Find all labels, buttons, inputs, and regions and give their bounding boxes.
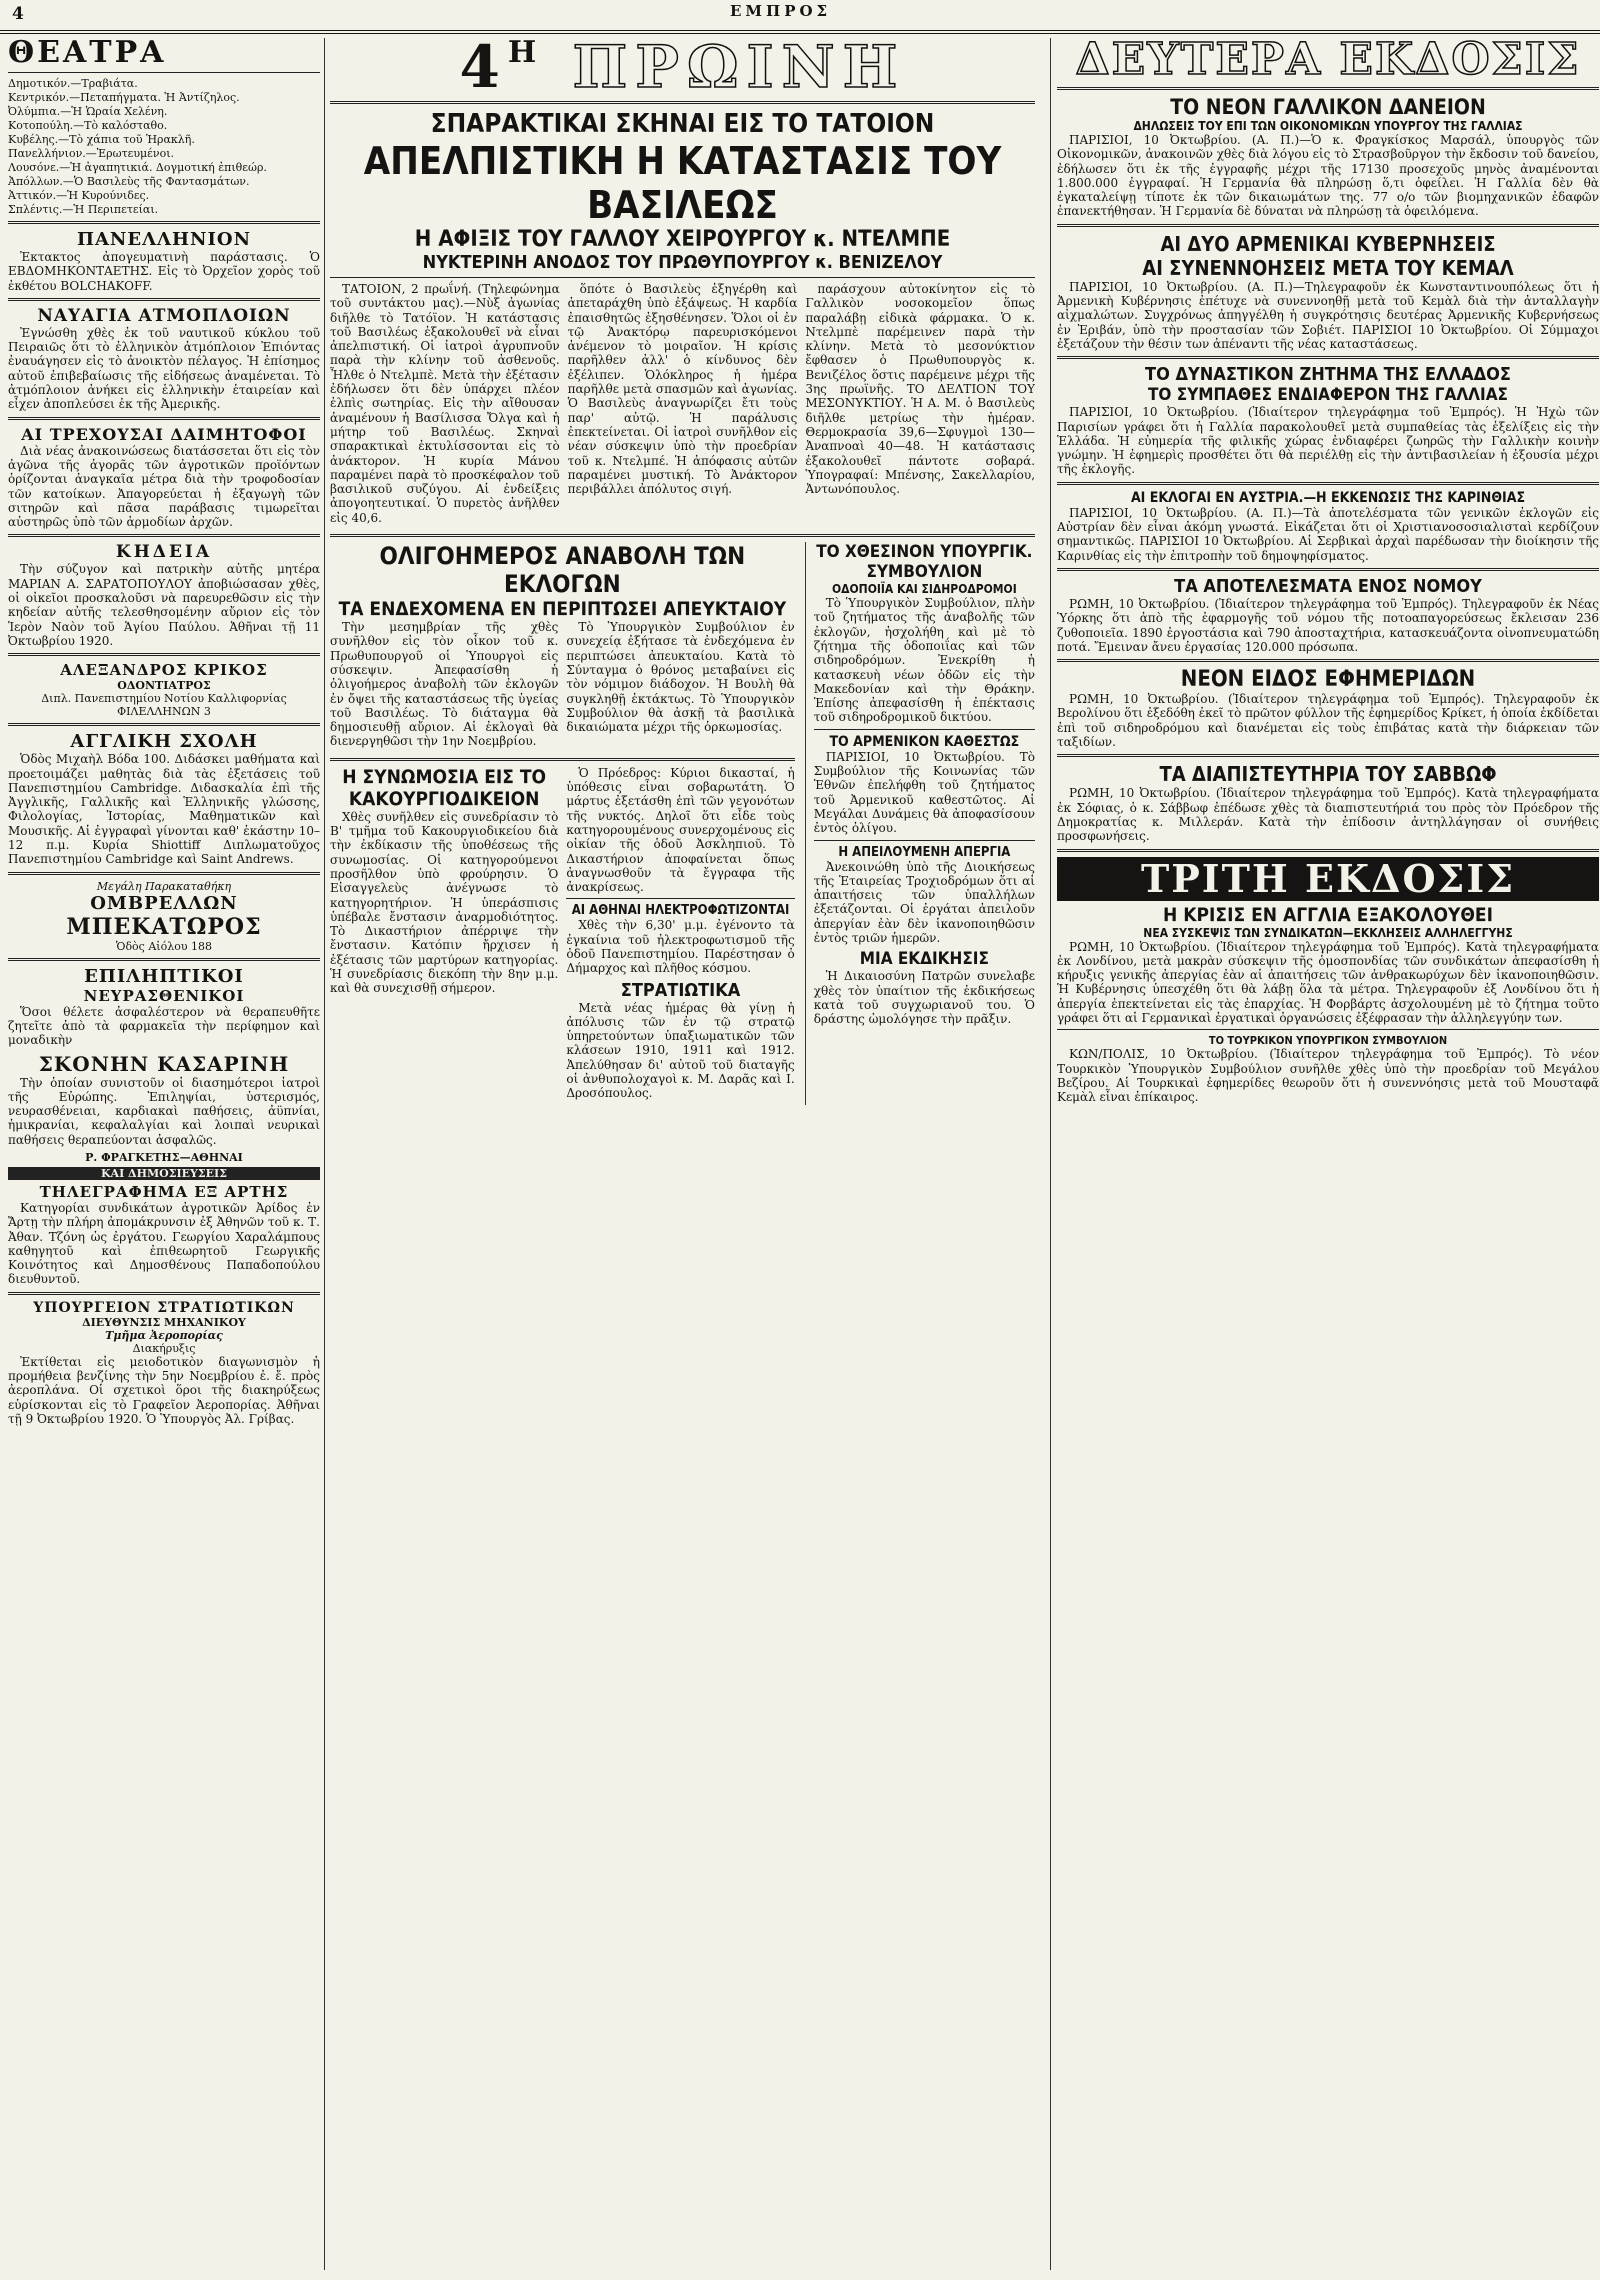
ministry-title: ΥΠΟΥΡΓΕΙΟΝ ΣΤΡΑΤΙΩΤΙΚΩΝ (33, 1299, 295, 1316)
elections-col-1: Τὴν μεσημβρίαν τῆς χθὲς συνῆλθον εἰς τὸν οἶκον τοῦ κ. Πρωθυπουργοῦ οἱ Ὑπουργοὶ εἰς σύσκεψιν. Ἀπεφασίσθη ἡ ὀλιγοήμερος ἀναβολὴ τῶν ἐκλογῶν ἐν ὄψει τῆς καταστάσεως τῆς ὑγείας τοῦ Βασιλέως. Τὸ διάταγμα θὰ δημοσιευθῇ αὔριον. Αἱ ἐκλογαὶ θὰ διενεργηθῶσι τὴν 1ην Νοεμβρίου. (330, 620, 559, 749)
ministry-subtitle: ΔΙΕΥΘΥΝΣΙΣ ΜΗΧΑΝΙΚΟΥ (82, 1315, 246, 1329)
law-text: ΡΩΜΗ, 10 Ὀκτωβρίου. (Ἰδιαίτερον τηλεγράφημα τοῦ Ἐμπρός). Τηλεγραφοῦν ἐκ Νέας Ὑόρκης ὅτι ἀπὸ τῆς ἐφαρμογῆς τοῦ νόμου τῆς ποτοαπαγορεύσεως ἔκλεισαν 236 ζυθοποιεῖα. 1890 ἐργοστάσια καὶ 790 ἀποσταχτήρια, κατασκευάζοντα οἰνοπνευματώδη ποτά. Ἔμειναν ἄνευ ἐργασίας 120.000 πρόσωπα. (1057, 596, 1599, 654)
england-subtitle: ΝΕΑ ΣΥΣΚΕΨΙΣ ΤΩΝ ΣΥΝΔΙΚΑΤΩΝ—ΕΚΚΛΗΣΕΙΣ ΑΛΛΗΛΕΓΓΥΗΣ (1143, 925, 1513, 940)
ministry-text: Ἐκτίθεται εἰς μειοδοτικὸν διαγωνισμὸν ἡ προμήθεια βενζίνης τὴν 5ην Νοεμβρίου ἐ. ἔ. πρὸς ἀεροπλάνα. Οἱ σχετικοὶ ὅροι τῆς διακηρύξεως εὑρίσκονται εἰς τὸ Γραφεῖον Ἀεροπορίας. Ἀθῆναι τῇ 9 Ὀκτωβρίου 1920. Ὁ Ὑπουργὸς Ἀλ. Γρίβας. (8, 1354, 320, 1426)
armenian-subtitle: ΑΙ ΣΥΝΕΝΝΟΗΣΕΙΣ ΜΕΤΑ ΤΟΥ ΚΕΜΑΛ (1142, 255, 1514, 280)
umbrella-title: ΟΜΒΡΕΛΛΩΝ (90, 892, 238, 914)
elections-title: ΟΛΙΓΟΗΜΕΡΟΣ ΑΝΑΒΟΛΗ ΤΩΝ ΕΚΛΟΓΩΝ (379, 542, 746, 599)
armenian-title: ΑΙ ΔΥΟ ΑΡΜΕΝΙΚΑΙ ΚΥΒΕΡΝΗΣΕΙΣ (1160, 231, 1496, 256)
theatre-entry: Κοτοπούλη.—Τὸ καλόσταθο. (8, 119, 168, 132)
center-column (330, 38, 1035, 2270)
sabbath-text: ΡΩΜΗ, 10 Ὀκτωβρίου. (Ἰδιαίτερον τηλεγράφημα τοῦ Ἐμπρός). Κατὰ τηλεγραφήματα ἐκ Σόφιας, ὁ κ. Σάββωφ ἐπέδωσε χθὲς τὰ διαπιστευτήριά του πρὸς τὸν Πρόεδρον τῆς Δημοκρατίας κ. Μιλλεράν. Κατὰ τὴν ἐπίδοσιν ἀντηλλάγησαν οἱ συνήθεις προσφωνήσεις. (1057, 786, 1599, 844)
armenian-regime-text: ΠΑΡΙΣΙΟΙ, 10 Ὀκτωβρίου. Τὸ Συμβούλιον τῆς Κοινωνίας τῶν Ἐθνῶν ἐπελήφθη τοῦ ζητήματος τοῦ Ἀρμενικοῦ καθεστῶτος. Αἱ Μεγάλαι Δυνάμεις θὰ ἀποφασίσουν ἐντὸς ὀλίγου. (813, 749, 1035, 836)
dynastic-text: ΠΑΡΙΣΙΟΙ, 10 Ὀκτωβρίου. (Ἰδιαίτερον τηλεγράφημα τοῦ Ἐμπρός). Ἡ Ἠχὼ τῶν Παρισίων γράφει ὅτι ἡ Γαλλία παρακολουθεῖ μετὰ συμπαθείας τὰς ἐξελίξεις εἰς τὴν Ἑλλάδα. Ἡ εὐημερία τῆς φιλικῆς χώρας ἐνδιαφέρει ζωηρῶς τὴν Γαλλικὴν κοινὴν γνώμην. Ἡ ἐφημερὶς προσθέτει ὅτι θὰ περιέλθῃ εἰς τὴν ἀντιβασιλείαν ἡ ἐξουσία μέχρι τῆς ἐκλογῆς. (1057, 405, 1599, 477)
funeral-text: Τὴν σύζυγον καὶ πατρικὴν αὐτῆς μητέρα ΜΑΡΙΑΝ Α. ΣΑΡΑΤΟΠΟΥΛΟΥ ἀποβιώσασαν χθὲς, οἱ οἰκεῖοι προσκαλοῦσι νὰ παρευρεθῶσιν εἰς τὴν κηδείαν αὐτῆς τελεσθησομένην αὔριον εἰς τὸν Ἱερὸν Ναὸν τοῦ Ἁγίου Παύλου. Ἀθῆναι τῇ 11 Ὀκτωβρίου 1920. (8, 562, 320, 648)
electric-text: Χθὲς τὴν 6,30' μ.μ. ἐγένοντο τὰ ἐγκαίνια τοῦ ἠλεκτροφωτισμοῦ τῆς ὁδοῦ Πανεπιστημίου. Παρέστησαν ὁ Δήμαρχος καὶ πλῆθος κόσμου. (566, 918, 795, 976)
newspaper-title: ΝΕΟΝ ΕΙΔΟΣ ΕΦΗΜΕΡΙΔΩΝ (1180, 667, 1476, 693)
elections-subtitle: ΤΑ ΕΝΔΕΧΟΜΕΝΑ ΕΝ ΠΕΡΙΠΤΩΣΕΙ ΑΠΕΥΚΤΑΙΟΥ (338, 598, 787, 621)
theatre-entry: Πανελλήνιον.—Ἐρωτευμένοι. (8, 147, 175, 160)
panellinion-text: Ἐκτακτος ἀπογευματινὴ παράστασις. Ὁ ΕΒΔΟΜΗΚΟΝΤΑΕΤΗΣ. Εἰς τὸ Ὀρχεῖον χορὸς τοῦ ἐκθέτου BOLCHAKOFF. (8, 250, 320, 293)
theatre-list (8, 77, 320, 216)
headline-4: ΝΥΚΤΕΡΙΝΗ ΑΝΟΔΟΣ ΤΟΥ ΠΡΩΘΥΠΟΥΡΓΟΥ κ. ΒΕΝΙΖΕΛΟΥ (422, 252, 943, 273)
trexousai-text: Διὰ νέας ἀνακοινώσεως διατάσσεται ὅτι εἰς τὸν ἀγῶνα τῆς ἀγορᾶς τῶν ἀγροτικῶν προϊόντων ὁρίζονται ἀναγκαῖα μέτρα διὰ τὴν τροφοδοσίαν τῶν κατοίκων. Ἀπαγορεύεται ἡ ἐξαγωγὴ τῶν σιτηρῶν καὶ πᾶσα παράβασις τιμωρεῖται αὐστηρῶς ὑπὸ τῶν ἁρμοδίων ἀρχῶν. (8, 443, 320, 530)
theatre-entry: Ἀττικόν.—Ἡ Κυρούνιδες. (8, 189, 150, 202)
theatre-entry: Σπλέντις.—Ἡ Περιπετείαι. (8, 203, 159, 216)
umbrella-address: Ὁδὸς Αἰόλου 188 (115, 939, 212, 953)
trexousai-title: ΑΙ ΤΡΕΧΟΥΣΑΙ ΔΑΙΜΗΤΟΦΟΙ (21, 424, 307, 444)
banner-word: ΠΡΩΙΝΗ (572, 38, 906, 101)
england-title: Η ΚΡΙΣΙΣ ΕΝ ΑΓΓΛΙΑ ΕΞΑΚΟΛΟΥΘΕΙ (1163, 903, 1493, 926)
dentist-role: ΟΔΟΝΤΙΑΤΡΟΣ (117, 679, 211, 693)
epileptic-title: ΕΠΙΛΗΠΤΙΚΟΙ (84, 965, 244, 987)
theatre-entry: Ὀλύμπια.—Ἡ Ὡραία Χελένη. (8, 105, 168, 118)
loan-subtitle: ΔΗΛΩΣΕΙΣ ΤΟΥ ΕΠΙ ΤΩΝ ΟΙΚΟΝΟΜΙΚΩΝ ΥΠΟΥΡΓΟΥ ΤΗΣ ΓΑΛΛΙΑΣ (1133, 119, 1523, 133)
theatre-entry: Ἀπόλλων.—Ὁ Βασιλεὺς τῆς Φαντασμάτων. (8, 175, 250, 188)
headline-2: ΑΠΕΛΠΙΣΤΙΚΗ Η ΚΑΤΑΣΤΑΣΙΣ ΤΟΥ ΒΑΣΙΛΕΩΣ (363, 139, 1002, 227)
banner-prefix: 4 (459, 38, 508, 101)
council-title: ΤΟ ΧΘΕΣΙΝΟΝ ΥΠΟΥΡΓΙΚ. ΣΥΜΒΟΥΛΙΟΝ (816, 542, 1033, 583)
electric-title: ΑΙ ΑΘΗΝΑΙ ΗΛΕΚΤΡΟΦΩΤΙΖΟΝΤΑΙ (571, 903, 790, 919)
headline-3: Η ΑΦΙΞΙΣ ΤΟΥ ΓΑΛΛΟΥ ΧΕΙΡΟΥΡΓΟΥ κ. ΝΤΕΛΜΠΕ (414, 227, 951, 252)
umbrella-name: ΜΠΕΚΑΤΩΡΟΣ (66, 913, 262, 940)
military-text: Μετὰ νέας ἡμέρας θὰ γίνῃ ἡ ἀπόλυσις τῶν ἐν τῷ στρατῷ ὑπηρετούντων ὑπαξιωματικῶν τῶν κλάσεων 1910, 1911 καὶ 1912. Ἀπελύθησαν δι' αὐτοῦ τοῦ διαταγῆς οἱ ἀνθυπολοχαγοὶ κ. Μ. Δαρᾶς καὶ Ι. Δροσόπουλος. (566, 1000, 795, 1101)
austria-text: ΠΑΡΙΣΙΟΙ, 10 Ὀκτωβρίου. (Α. Π.)—Τὰ ἀποτελέσματα τῶν γενικῶν ἐκλογῶν εἰς Αὐστρίαν δὲν εἶναι ἀκόμη γνωστά. Εἰκάζεται ὅτι οἱ Χριστιανοσοσιαλισταὶ κερδίζουν σημαντικῶς. ΠΑΡΙΣΙΟΙ 10 Ὀκτωβρίου. Αἱ Σερβικαὶ ἀρχαὶ παρέδωσαν τὴν διοίκησιν τῆς Καρινθίας εἰς τὴν ἐπιτροπὴν τοῦ δημοψηφίσματος. (1057, 505, 1599, 563)
telegram-text: Κατηγορίαι συνδικάτων ἀγροτικῶν Ἀρίδος ἐν Ἄρτῃ τὴν πλήρη ἀπομάκρυνσιν ἐξ Ἀθηνῶν τοῦ κ. Τ. Ἀθαν. Τζόνη ὡς ἐργάτου. Γεωργίου Χαραλάμπους καθηγητοῦ καὶ ἐπιθεωρητοῦ Γεωργικῆς Κοινότητος καὶ Δημοσθένους Παπαδοπούλου διευθυντοῦ. (8, 1200, 320, 1287)
main-story (330, 282, 1035, 529)
armenian-text: ΠΑΡΙΣΙΟΙ, 10 Ὀκτωβρίου. (Α. Π.)—Τηλεγραφοῦν ἐκ Κωνσταντινουπόλεως ὅτι ἡ Ἀρμενικὴ Κυβέρνησις ἐπέτυχε νὰ συνεννοηθῇ μετὰ τοῦ Κεμὰλ διὰ τὴν ἀνταλλαγὴν αἰχμαλώτων. Συγχρόνως ἀπηγγέλθη ἡ συγκρότησις δευτέρας Ἀρμενικῆς Κυβερνήσεως ἐν Ἐριβάν, ὑπὸ τὴν προστασίαν τῶν Σοβιέτ. ΠΑΡΙΣΙΟΙ 10 Ὀκτωβρίου. Οἱ Σύμμαχοι ἐξετάζουν τὴν θέσιν των ἀπέναντι τῆς νέας καταστάσεως. (1057, 279, 1599, 351)
turkish-council-title: ΤΟ ΤΟΥΡΚΙΚΟΝ ΥΠΟΥΡΓΙΚΟΝ ΣΥΜΒΟΥΛΙΟΝ (1208, 1034, 1448, 1048)
school-title: ΑΓΓΛΙΚΗ ΣΧΟΛΗ (70, 731, 258, 753)
law-title: ΤΑ ΑΠΟΤΕΛΕΣΜΑΤΑ ΕΝΟΣ ΝΟΜΟΥ (1174, 575, 1482, 597)
story-col-3: παράσχουν αὐτοκίνητον εἰς τὸ Γαλλικὸν νοσοκομεῖον ὅπως παραλάβῃ εἰδικὰ φάρμακα. Ὁ κ. Ντελμπὲ παρέμεινεν παρὰ τὴν κλίνην. Μετὰ τὸ μεσονύκτιον ἔφθασεν ὁ Πρωθυπουργὸς κ. Βενιζέλος ὅστις παρέμεινε μέχρι τῆς 3ης πρωϊνῆς. ΤΟ ΔΕΛΤΙΟΝ ΤΟΥ ΜΕΣΟΝΥΚΤΙΟΥ. Ἡ Α. Μ. ὁ Βασιλεὺς διῆλθε μετρίως τὴν ἡμέραν. Θερμοκρασία 39,6—Σφυγμοὶ 130—Ἀναπνοαὶ 40—48. Ἡ κατάστασις ἐξακολουθεῖ πάντοτε σοβαρά. Ὑπογραφαί: Μπένσης, Σακελλαρίου, Ἀντωνόπουλος. (805, 282, 1035, 497)
elections-col-2: Τὸ Ὑπουργικὸν Συμβούλιον ἐν συνεχείᾳ ἐξήτασε τὰ ἐνδεχόμενα ἐν περιπτώσει ἀπευκταίου. Κατὰ τὸ Σύνταγμα ὁ θρόνος μεταβαίνει εἰς τὸν νόμιμον διάδοχον. Ἡ Βουλὴ θὰ συγκληθῇ ἐκτάκτως. Τὸ Ὑπουργικὸν Συμβούλιον θὰ ἀσκῇ τὰ βασιλικὰ δικαιώματα μέχρι τῆς ὁρκωμοσίας. (566, 620, 795, 735)
umbrella-line: Μεγάλη Παρακαταθήκη (96, 879, 232, 893)
masthead (0, 0, 1600, 34)
ministry-department: Τμῆμα Ἀεροπορίας (105, 1328, 223, 1342)
left-column (8, 38, 325, 2270)
right-column (1050, 38, 1599, 2270)
turkish-council-text: ΚΩΝ/ΠΟΛΙΣ, 10 Ὀκτωβρίου. (Ἰδιαίτερον τηλεγράφημα τοῦ Ἐμπρός). Τὸ νέον Τουρκικὸν Ὑπουργικὸν Συμβούλιον συνῆλθε χθὲς ὑπὸ τὴν προεδρίαν τοῦ Μεγάλου Βεζίρου. Αἱ Τουρκικαὶ ἐφημερίδες θεωροῦν ὅτι ἡ συνεννόησις μετὰ τοῦ Μουσταφᾶ Κεμὰλ εἶναι ἐπίκαιρος. (1057, 1047, 1599, 1105)
strike-title: Η ΑΠΕΙΛΟΥΜΕΝΗ ΑΠΕΡΓΙΑ (838, 844, 1011, 860)
theatre-entry: Κεντρικόν.—Πεταπήγματα. Ἡ Ἀντίζηλος. (8, 91, 240, 104)
telegram-title: ΤΗΛΕΓΡΑΦΗΜΑ ΕΞ ΑΡΤΗΣ (39, 1182, 289, 1201)
page-number: 4 (12, 4, 24, 24)
banner-title (330, 38, 1035, 101)
dynastic-title: ΤΟ ΔΥΝΑΣΤΙΚΟΝ ΖΗΤΗΜΑ ΤΗΣ ΕΛΛΑΔΟΣ (1145, 364, 1511, 386)
headline-1: ΣΠΑΡΑΚΤΙΚΑΙ ΣΚΗΝΑΙ ΕΙΣ ΤΟ ΤΑΤΟΙΟΝ (430, 109, 935, 139)
epileptic-subtitle: ΝΕΥΡΑΣΘΕΝΙΚΟΙ (83, 986, 245, 1005)
story-col-1: ΤΑΤΟΙΟΝ, 2 πρωΐνή. (Τηλεφώνημα τοῦ συντάκτου μας).—Νὺξ ἀγωνίας διῆλθε τὸ Τατόϊον. Ἡ κατάστασις τοῦ Βασιλέως ἐξακολουθεῖ νὰ εἶναι ἀπελπιστική. Οἱ ἰατροὶ ἀγρυπνοῦν παρὰ τὴν κλίνην τοῦ ἀσθενοῦς. Ἦλθε ὁ Ντελμπὲ. Μετὰ τὴν ἐξέτασιν ἐδήλωσεν ὅτι δὲν ὑπάρχει πλέον ἐλπὶς σωτηρίας. Εἰς τὴν αἴθουσαν ἀναμένουν ἡ Βασίλισσα Ὄλγα καὶ ἡ μήτηρ τοῦ Βασιλέως. Σκηναὶ σπαρακτικαὶ ἐκτυλίσσονται εἰς τὸ ἀνάκτορον. Ἡ κυρία Μάνου παραμένει παρὰ τὸ προσκέφαλον τοῦ βασιλικοῦ συζύγου. Αἱ ἐνδείξεις ἀπογοητευτικαί. Ὁ πυρετὸς ἀνῆλθεν εἰς 40,6. (330, 282, 560, 525)
theatre-entry: Δημοτικόν.—Τραβιάτα. (8, 77, 138, 90)
england-text: ΡΩΜΗ, 10 Ὀκτωβρίου. (Ἰδιαίτερον τηλεγράφημα τοῦ Ἐμπρός). Κατὰ τηλεγραφήματα ἐκ Λονδίνου, μετὰ μακρὰν σύσκεψιν τῆς ὁμοσπονδίας τῶν συνδικάτων ἀπεφασίσθη ἡ κήρυξις γενικῆς ἀπεργίας ἐὰν αἱ ἀπαιτήσεις τῶν ἀνθρακωρύχων δὲν ἱκανοποιηθῶσιν. Ἡ Κυβέρνησις ὑπεσχέθη ὅτι θὰ λάβῃ ὅλα τὰ μέτρα. Τηλεγραφοῦν ἐξ Λονδίνου ὅτι ἡ ἀπεργία ἐπεκτείνεται εἰς τὰς ἐπαρχίας. Ἡ Φορβάρτς ἀσχολουμένη μὲ τὸ ζήτημα τοῦτο γράφει ὅτι αἱ Γερμανικαὶ ἐργατικαὶ ὀργανώσεις ἐξέφρασαν τὴν ἀλληλεγγύην των. (1057, 939, 1599, 1025)
funeral-title: ΚΗΔΕΙΑ (115, 542, 213, 563)
loan-text: ΠΑΡΙΣΙΟΙ, 10 Ὀκτωβρίου. (Α. Π.)—Ὁ κ. Φραγκίσκος Μαρσάλ, ὑπουργὸς τῶν Οἰκονομικῶν, ἀνακοινῶν χθὲς διὰ λόγου εἰς τὸ Στρασβοῦργον τὴν ἔκδοσιν τοῦ δανείου, ἐδήλωσεν ὅτι ἐκ τῆς ἐγγραφῆς μέχρι τῆς 17130 προσεχοῦς μηνὸς ἀναμένονται 1.800.000 ἐγγραφαί. Ἡ Γερμανία θὰ πληρώσῃ ὅ,τι ὀφείλει. Ἡ Γαλλία δὲν θὰ ἐγκαταλείψῃ τίποτε ἐκ τῶν δικαιωμάτων της. 77 ο/ο τῶν βιομηχανικῶν ἐδαφῶν ἐπανεκτήθησαν. Ἡ Γερμανία δὲ δύναται νὰ πληρώσῃ τὰ ὁφειλόμενα. (1057, 133, 1599, 219)
dentist-address: Διπλ. Πανεπιστημίου Νοτίου Καλλιφορνίας ΦΙΛΕΛΛΗΝΩΝ 3 (41, 692, 287, 719)
conspiracy-text-2: Ὁ Πρόεδρος: Κύριοι δικασταί, ἡ ὑπόθεσις εἶναι σοβαρωτάτη. Ὁ μάρτυς ἐξετάσθη ἐπὶ τῶν γεγονότων τῆς νυκτός. Δηλοῖ ὅτι εἶδε τοὺς κατηγορουμένους συνερχομένους εἰς οἰκίαν τῆς ὁδοῦ Ἀσκληπιοῦ. Τὸ Δικαστήριον ἀποφαίνεται ὅπως ἀναγνωσθοῦν τὰ ἔγγραφα τῆς ἀνακρίσεως. (566, 765, 795, 895)
school-text: Ὁδὸς Μιχαὴλ Βόδα 100. Διδάσκει μαθήματα καὶ προετοιμάζει μαθητὰς διὰ τὰς ἐξετάσεις τοῦ Πανεπιστημίου Cambridge. Διδασκαλία ἐπὶ τῆς Ἀγγλικῆς, Γαλλικῆς καὶ Ἑλληνικῆς γλώσσης, Φιλολογίας, Ἱστορίας, Μαθηματικῶν καὶ Μουσικῆς. Αἱ ἐγγραφαὶ γίνονται καθ' ἑκάστην 10–12 π.μ. Κυρία Shiottiff Διπλωματοῦχος Πανεπιστημίου Cambridge καὶ Saint Andrews. (8, 752, 320, 867)
third-edition-banner: ΤΡΙΤΗ ΕΚΔΟΣΙΣ (1057, 857, 1599, 901)
conspiracy-title: Η ΣΥΝΩΜΟΣΙΑ ΕΙΣ ΤΟ ΚΑΚΟΥΡΓΙΟΔΙΚΕΙΟΝ (342, 765, 547, 810)
loan-title: ΤΟ ΝΕΟΝ ΓΑΛΛΙΚΟΝ ΔΑΝΕΙΟΝ (1170, 95, 1486, 119)
dentist-name: ΑΛΕΞΑΝΔΡΟΣ ΚΡΙΚΟΣ (60, 661, 268, 680)
ministry-subtitle-2: Διακήρυξις (132, 1341, 196, 1355)
council-text: Τὸ Ὑπουργικὸν Συμβούλιον, πλὴν τοῦ ζητήματος τῆς ἀναβολῆς τῶν ἐκλογῶν, ἠσχολήθη καὶ μὲ τὸ ζήτημα τῆς ὁδοποιΐας καὶ τῶν σιδηροδρόμων. Ἐνεκρίθη ἡ κατασκευὴ νέων ὁδῶν εἰς τὴν Μακεδονίαν καὶ τὴν Θράκην. Ἐπίσης ἀπεφασίσθη ἡ ἐπέκτασις τοῦ σιδηροδρομικοῦ δικτύου. (813, 596, 1035, 725)
shipwreck-text: Ἐγνώσθη χθὲς ἐκ τοῦ ναυτικοῦ κύκλου τοῦ Πειραιῶς ὅτι τὸ ἐλληνικὸν ἀτμόπλοιον Ἐπιόντας ἐναυάγησεν εἰς τὸ ἀνοικτὸν πέλαγος. Ἡ ἐπίσημος αὐτοῦ ἐπιβεβαίωσις τῆς εἰδήσεως ἀναμένεται. Τὸ ἀτμόπλοιον ἀνήκει εἰς ἑλληνικὴν ἑταιρείαν καὶ εἶχεν ἀποπλεύσει ἐκ τῆς Ἀμερικῆς. (8, 325, 320, 412)
theatre-title: ΘΕΑΤΡΑ (8, 38, 167, 70)
military-title: ΣΤΡΑΤΙΩΤΙΚΑ (620, 979, 741, 1001)
theatre-entry: Λουσόνε.—Ἡ ἀγαπητικιά. Δογμοτική ἐπιθεώρ. (8, 161, 267, 174)
theatre-entry: Κυβέλης.—Τὸ χάπια τοῦ Ἡρακλῆ. (8, 133, 195, 146)
shipwreck-title: ΝΑΥΑΓΙΑ ΑΤΜΟΠΛΟΙΩΝ (37, 305, 291, 326)
dynastic-subtitle: ΤΟ ΣΥΜΠΑΘΕΣ ΕΝΔΙΑΦΕΡΟΝ ΤΗΣ ΓΑΛΛΙΑΣ (1148, 385, 1508, 406)
story-col-2: ὅπότε ὁ Βασιλεὺς ἐξηγέρθη καὶ ἀπεταράχθη ὑπὸ ἐξάψεως. Ἡ καρδία ἐπαισθητῶς ἐξησθένησεν. Ὅλοι οἱ ἐν τῷ Ἀνακτόρῳ παρευρισκόμενοι ἀνέμενον τὸ μοιραῖον. Ἡ κρίσις παρῆλθεν ἀλλ' ὁ κίνδυνος δὲν ἐξέλιπεν. Ὁλόκληρος ἡ ἡμέρα παρῆλθε μετὰ σπασμῶν καὶ ἀγωνίας. Ὁ Βασιλεὺς ἀναγνωρίζει ἔτι τοὺς παρ' αὐτῷ. Ἡ παράλυσις ἐπεκτείνεται. Οἱ ἰατροὶ συνῆλθον εἰς νέαν σύσκεψιν ὑπὸ τὴν προεδρίαν τοῦ κ. Ντελμπέ. Ἡ ἀπόφασις αὐτῶν παραμένει μυστική. Τὸ Ἀνάκτορον περιβάλλει ἀπόλυτος σιγή. (567, 282, 798, 497)
strike-text: Ἀνεκοινώθη ὑπὸ τῆς Διοικήσεως τῆς Ἑταιρείας Τροχιοδρόμων ὅτι αἱ ἀπαιτήσεις τῶν ὑπαλλήλων ἐξετάζονται. Οἱ ἐργάται ἀπειλοῦν ἀπεργίαν ἐὰν δὲν ἱκανοποιηθῶσιν ἐντὸς τριῶν ἡμερῶν. (813, 859, 1035, 945)
armenian-regime-title: ΤΟ ΑΡΜΕΝΙΚΟΝ ΚΑΘΕΣΤΩΣ (829, 733, 1020, 750)
conspiracy-text: Χθὲς συνῆλθεν εἰς συνεδρίασιν τὸ Β' τμῆμα τοῦ Κακουργιοδικείου διὰ τὴν ἐκδίκασιν τῆς ὑποθέσεως τῆς συνωμοσίας. Οἱ κατηγορούμενοι προσῆλθον ὑπὸ φρούρησιν. Ὁ Εἰσαγγελεὺς ἀνέγνωσε τὸ κατηγορητήριον. Ἡ ὑπεράσπισις ὑπέβαλε ἔνστασιν ἀναρμοδιότητος. Τὸ Δικαστήριον ἀπέρριψε τὴν ἔνστασιν. Κατόπιν ἤρχισεν ἡ ἐξέτασις τῶν μαρτύρων κατηγορίας. Ἡ συνεδρίασις διεκόπη τὴν 8ην μ.μ. καὶ θὰ συνεχισθῇ σήμερον. (330, 809, 559, 996)
sabbath-title: ΤΑ ΔΙΑΠΙΣΤΕΥΤΗΡΙΑ ΤΟΥ ΣΑΒΒΩΦ (1159, 762, 1497, 787)
epileptic-brand: ΣΚΟΝΗΝ ΚΑΣΑΡΙΝΗ (38, 1051, 290, 1076)
paper-name: ΕΜΠΡΟΣ (730, 2, 832, 20)
notices-label: ΚΑΙ ΔΗΜΟΣΙΕΥΣΕΙΣ (8, 1167, 320, 1180)
austria-title: ΑΙ ΕΚΛΟΓΑΙ ΕΝ ΑΥΣΤΡΙΑ.—Η ΕΚΚΕΝΩΣΙΣ ΤΗΣ ΚΑΡΙΝΘΙΑΣ (1130, 489, 1526, 506)
newspaper-text: ΡΩΜΗ, 10 Ὀκτωβρίου. (Ἰδιαίτερον τηλεγράφημα τοῦ Ἐμπρός). Τηλεγραφοῦν ἐκ Βερολίνου ὅτι ἐξεδόθη ἐκεῖ τὸ πρῶτον φύλλον τῆς ἐφημερίδος Κρίκετ, ἡ ὁποία ἐκδίδεται ἐπὶ τοῦ σιδηροδρόμου καὶ διανέμεται εἰς τοὺς ἐπιβάτας κατὰ τὴν διάρκειαν τῶν ταξιδίων. (1057, 692, 1599, 750)
revenge-text: Ἡ Δικαιοσύνη Πατρῶν συνελαβε χθὲς τὸν ὑπαίτιον τῆς ἐκδικήσεως κατὰ τοῦ συγχωριανοῦ του. Ὁ δράστης ὡμολόγησε τὴν πρᾶξιν. (813, 969, 1035, 1027)
epileptic-agent: Ρ. ΦΡΑΓΚΕΤΗΣ—ΑΘΗΝΑΙ (85, 1150, 243, 1164)
epileptic-text-2: Τὴν ὁποίαν συνιστοῦν οἱ διασημότεροι ἰατροὶ τῆς Εὐρώπης. Ἐπιληψίαι, ὑστερισμός, νευρασθένειαι, καρδιακαὶ παθήσεις, ἀϋπνίαι, ἡμικρανίαι, κεφαλαλγίαι καὶ λοιπαὶ νευρικαὶ παθήσεις θεραπεύονται ἀσφαλῶς. (8, 1075, 320, 1147)
panellinion-title: ΠΑΝΕΛΛΗΝΙΟΝ (76, 229, 252, 250)
council-subtitle: ΟΔΟΠΟΙΪΑ ΚΑΙ ΣΙΔΗΡΟΔΡΟΜΟΙ (831, 582, 1017, 597)
banner-suffix: Η (507, 38, 545, 70)
revenge-title: ΜΙΑ ΕΚΔΙΚΗΣΙΣ (859, 949, 989, 970)
second-edition-banner: ΔΕΥΤΕΡΑ ΕΚΔΟΣΙΣ (1075, 38, 1581, 85)
epileptic-text: Ὅσοι θέλετε ἀσφαλέστερον νὰ θεραπευθῆτε ζητεῖτε ἀπὸ τὰ φαρμακεῖα τὴν περίφημον καὶ μοναδικὴν (8, 1004, 320, 1048)
